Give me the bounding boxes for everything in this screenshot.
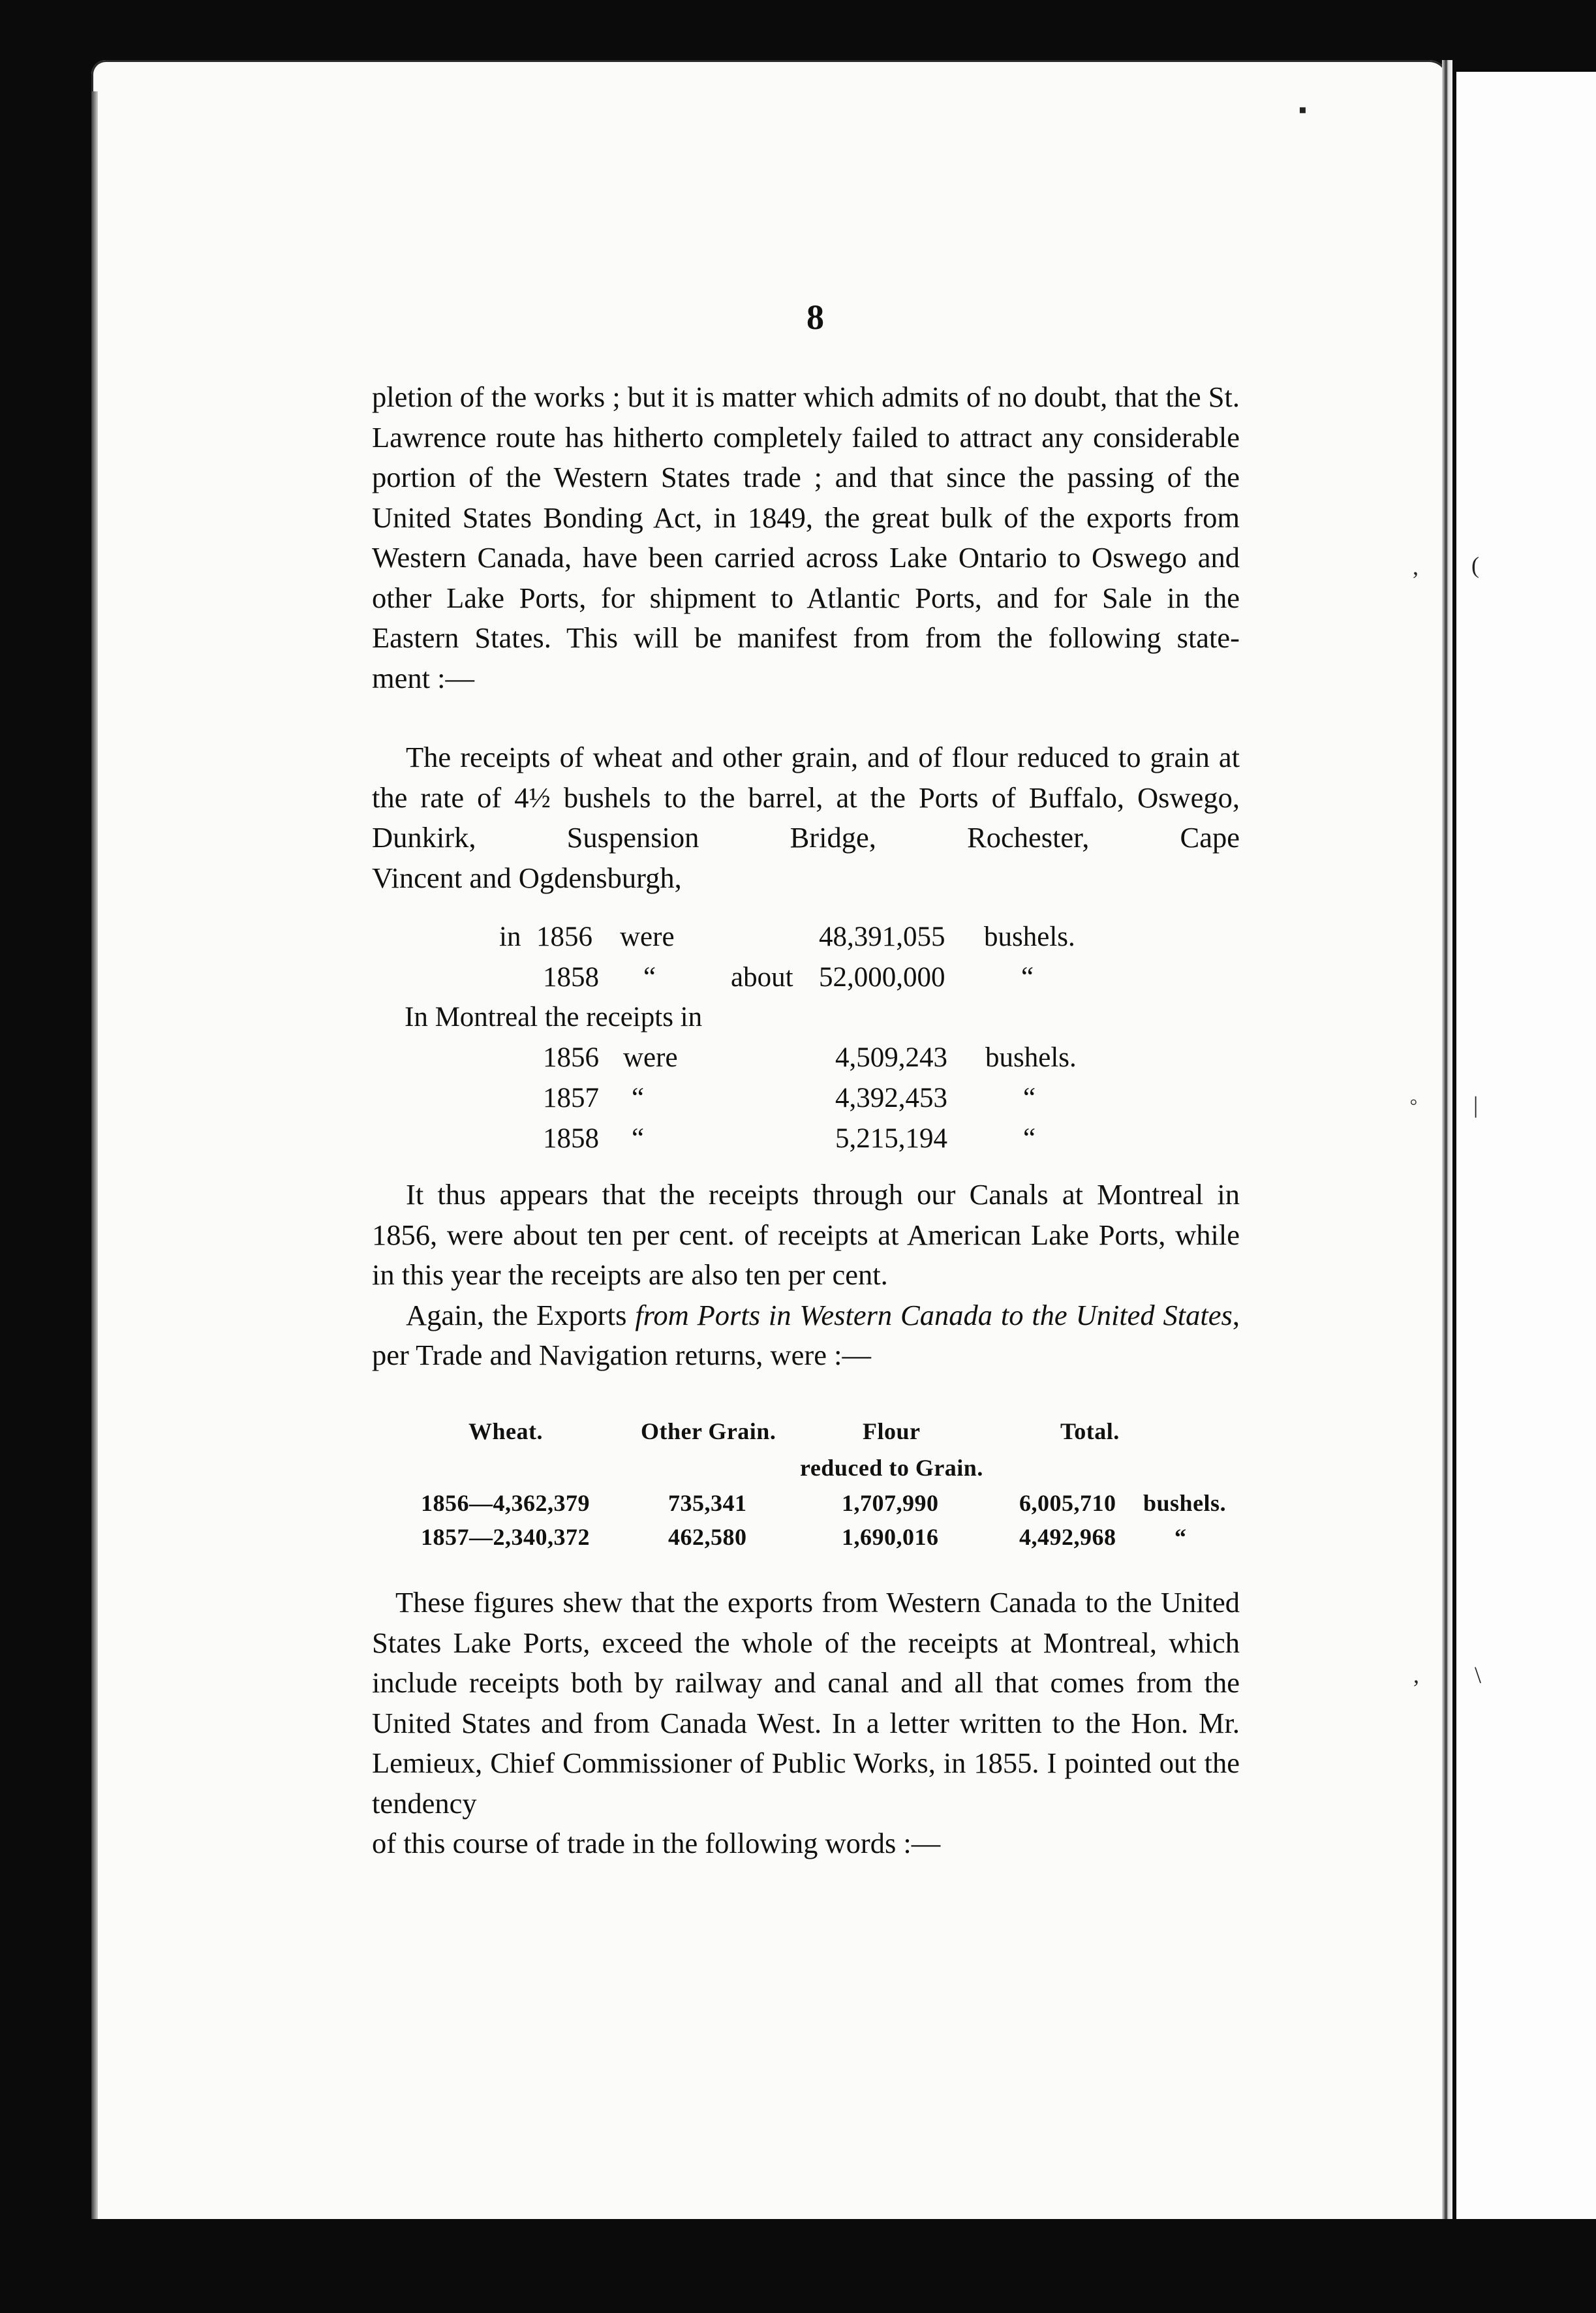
cell-unit: “ [1174, 1524, 1187, 1550]
cell-other: 462,580 [668, 1524, 747, 1550]
italic-text: from Ports in Western Canada to the United States [635, 1298, 1233, 1331]
table-header [0, 1418, 1596, 1450]
montreal-row [0, 1078, 1596, 1118]
paragraph-last-line: ment :— [372, 661, 474, 694]
paragraph-text: These figures shew that the exports from Western Canada to the United States Lake Ports, exceed the whole of the receipts at Montreal, which include receipts both by railway and canal and all that comes from the United States and from Canada West. In a letter written to the Hon. Mr. Lemieux, Chief Commissioner of Public Works, in 1855. I pointed out the tendency [372, 1586, 1240, 1820]
scan-speck: ( [1471, 552, 1479, 578]
header-total: Total. [1060, 1418, 1120, 1444]
table-row [0, 1523, 1596, 1556]
lake-ports-row [0, 917, 1596, 957]
table-subheader [0, 1454, 1596, 1487]
paragraph-last-line: of this course of trade in the following words :— [372, 1827, 941, 1859]
row-unit: “ [1023, 1083, 1036, 1113]
scan-border [91, 2219, 1596, 2313]
cell-unit: bushels. [1143, 1490, 1227, 1516]
montreal-row [0, 1119, 1596, 1158]
row-amount: 4,509,243 [835, 1042, 947, 1073]
scan-speck: \ [1475, 1662, 1482, 1688]
text-run: , per Trade and Navigation returns, were :— [372, 1298, 1240, 1371]
paragraph-text: pletion of the works ; but it is matter which admits of no doubt, that the St. Lawrence route has hitherto completely failed to attract any considerable portion of the Western States trade ; and that since the passing of the United States Bonding Act, in 1849, the great bulk of the exports from Western Canada, have been carried across Lake Ontario to Oswego and other Lake Ports, for shipment to Atlantic Ports, and for Sale in the Eastern States. This will be manifest from from the following state- [372, 380, 1240, 654]
text-run: Again, the Exports [406, 1298, 636, 1331]
row-verb: were [623, 1042, 678, 1073]
cell-flour: 1,690,016 [842, 1524, 939, 1550]
scan-speck: , [1413, 1662, 1419, 1688]
paragraph [372, 377, 1240, 698]
paragraph-text [372, 1296, 1240, 1376]
row-verb: “ [632, 1083, 645, 1113]
scan-speck: ▪ [1298, 97, 1307, 123]
row-unit: “ [1023, 1123, 1036, 1154]
row-amount: 48,391,055 [819, 922, 945, 952]
page-number: 8 [806, 298, 824, 337]
lake-ports-row [0, 957, 1596, 997]
cell-other: 735,341 [668, 1490, 747, 1516]
header-other-grain: Other Grain. [641, 1418, 776, 1444]
montreal-intro: In Montreal the receipts in [405, 1002, 703, 1032]
row-year: 1857 [543, 1083, 599, 1113]
paragraph-text: It thus appears that the receipts through our Canals at Montreal in 1856, were about ten per cent. of receipts at American Lake Ports, while in this year the receipts are also ten per cent. [372, 1178, 1240, 1291]
header-wheat: Wheat. [468, 1418, 543, 1444]
header-flour: Flour [863, 1418, 921, 1444]
scan-speck: , [1413, 553, 1419, 580]
paragraph [372, 1583, 1240, 1864]
paragraph-last-line: Vincent and Ogdensburgh, [372, 861, 682, 894]
cell-total: 4,492,968 [1019, 1524, 1116, 1550]
row-unit: bushels. [985, 1042, 1077, 1073]
row-year: 1858 [543, 962, 599, 993]
row-prefix: in [499, 922, 521, 952]
montreal-row [0, 1038, 1596, 1078]
table-row [0, 1489, 1596, 1522]
paragraph [372, 1175, 1240, 1376]
cell-year-wheat: 1856—4,362,379 [421, 1490, 590, 1516]
cell-year-wheat: 1857—2,340,372 [421, 1524, 590, 1550]
scan-speck: | [1473, 1092, 1479, 1118]
row-unit: “ [1021, 962, 1034, 993]
paragraph [372, 737, 1240, 898]
row-amount: 4,392,453 [835, 1083, 947, 1113]
row-unit: bushels. [984, 922, 1075, 952]
row-verb: were [620, 922, 675, 952]
row-amount: 5,215,194 [835, 1123, 947, 1154]
row-year: 1856 [536, 922, 592, 952]
header-flour-sub: reduced to Grain. [800, 1455, 983, 1481]
row-qualifier: about [731, 962, 793, 993]
row-year: 1858 [543, 1123, 599, 1154]
row-verb: “ [632, 1123, 645, 1154]
row-amount: 52,000,000 [819, 962, 945, 993]
row-year: 1856 [543, 1042, 599, 1073]
scan-speck: ◦ [1409, 1089, 1418, 1115]
cell-flour: 1,707,990 [842, 1490, 939, 1516]
cell-total: 6,005,710 [1019, 1490, 1116, 1516]
paragraph-text: The receipts of wheat and other grain, and of flour reduced to grain at the rate of 4½ bushels to the barrel, at the Ports of Buffalo, Oswego, Dunkirk, Suspension Bridge, Rochester, Cape [372, 741, 1240, 854]
row-verb: “ [643, 962, 656, 993]
